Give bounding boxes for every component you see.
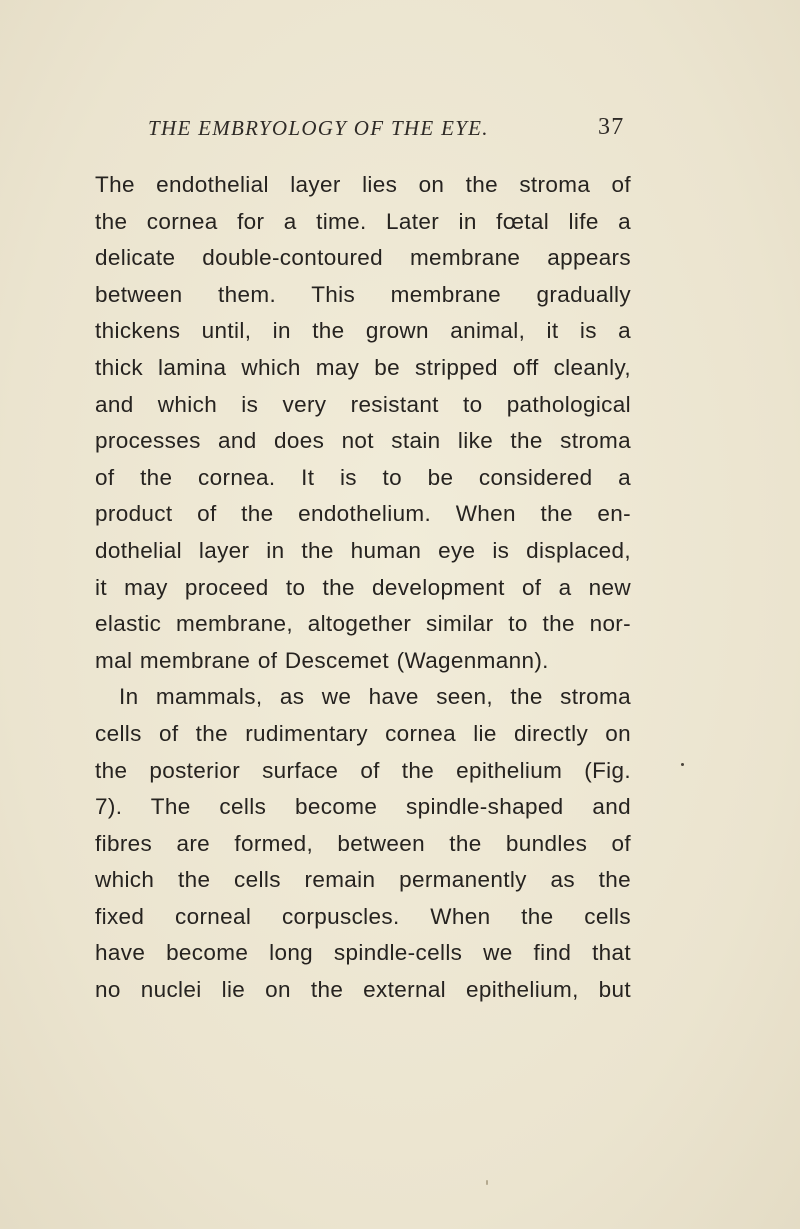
text-line: The endothelial layer lies on the stroma of [95, 172, 631, 197]
text-line: dothelial layer in the human eye is displaced, [95, 537, 631, 563]
body-text [95, 167, 631, 1009]
text-line: fixed corneal corpuscles. When the cells [95, 903, 631, 929]
text-line: and which is very resistant to pathological [95, 391, 631, 417]
text-line: the posterior surface of the epithelium (Fig. [95, 757, 631, 783]
text-line: of the cornea. It is to be considered a [95, 464, 631, 490]
text-line: it may proceed to the development of a new [95, 574, 631, 600]
running-title: THE EMBRYOLOGY OF THE EYE. [148, 116, 489, 140]
text-line: mal membrane of Descemet (Wagenmann). [95, 647, 549, 673]
page-number: 37 [598, 114, 625, 140]
text-line: which the cells remain permanently as the [95, 867, 631, 893]
text-line: processes and does not stain like the stroma [95, 428, 631, 454]
paper-speck [486, 1180, 488, 1185]
text-line: have become long spindle-cells we find that [95, 940, 631, 966]
text-line: thickens until, in the grown animal, it is a [95, 318, 631, 344]
text-line: fibres are formed, between the bundles of [95, 830, 631, 856]
text-line: 7). The cells become spindle-shaped and [95, 794, 631, 820]
text-line: no nuclei lie on the external epithelium, but [95, 977, 631, 1003]
text-line: the cornea for a time. Later in fœtal life a [95, 208, 631, 234]
text-line: product of the endothelium. When the en- [95, 501, 631, 527]
running-head [148, 116, 628, 146]
text-line: thick lamina which may be stripped off cleanly, [95, 354, 631, 380]
text-line: delicate double-contoured membrane appears [95, 245, 631, 271]
text-line: elastic membrane, altogether similar to the nor- [95, 611, 631, 637]
text-line: between them. This membrane gradually [95, 281, 631, 307]
margin-mark [681, 763, 684, 766]
text-line: In mammals, as we have seen, the stroma [119, 684, 631, 710]
text-line: cells of the rudimentary cornea lie directly on [95, 720, 631, 746]
